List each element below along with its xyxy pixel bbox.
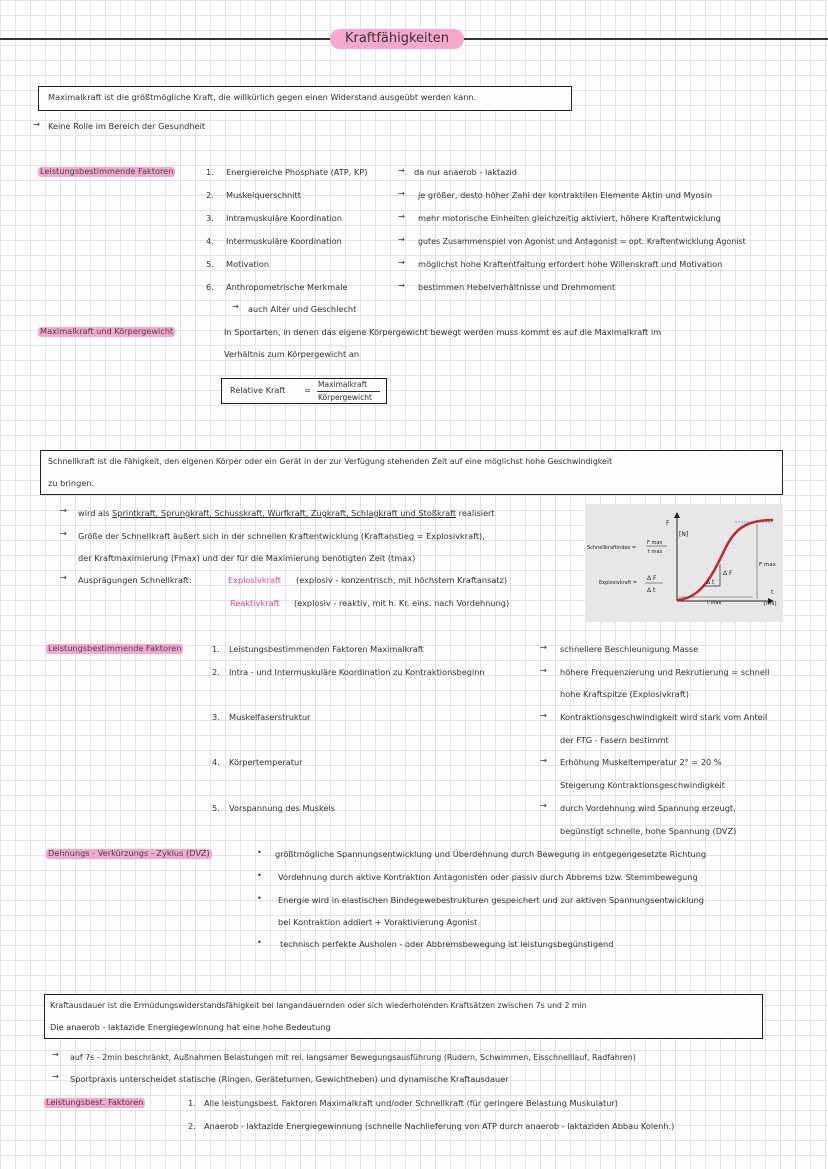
formula-equals: =	[304, 385, 311, 395]
fraction-line	[317, 391, 380, 392]
dvz-item: bei Kontraktion addiert + Voraktivierung Agonist	[278, 917, 478, 927]
schnellkraft-bullet-2-line-2: der Kraftmaximierung (Fmax) und der für die Maximierung benötigten Zeit (tmax)	[78, 553, 416, 563]
faktor-name: Muskelfaserstruktur	[229, 712, 311, 722]
arrow-icon: →	[540, 755, 547, 765]
schnellkraft-bullet-1	[78, 509, 495, 519]
title-rule-right	[462, 38, 828, 40]
faktor-name: Intramuskuläre Koordination	[226, 213, 342, 223]
kraftausdauer-definition-2: Die anaerob - laktazide Energiegewinnung hat eine hohe Bedeutung	[50, 1022, 331, 1032]
arrow-icon: →	[398, 234, 405, 244]
arrow-icon: →	[232, 301, 239, 311]
index-label: Schnellkraftindex =	[587, 545, 637, 551]
formula-denominator: Körpergewicht	[318, 393, 372, 402]
dvz-item: größtmögliche Spannungsentwicklung und Überdehnung durch Bewegung in entgegengesetzte Richtung	[275, 849, 707, 859]
dvz-label: Dehnungs - Verkürzungs - Zyklus (DVZ)	[48, 848, 210, 858]
faktor-desc-1: höhere Frequenzierung und Rekrutierung = schnell	[560, 667, 770, 677]
arrow-icon: →	[540, 710, 547, 720]
faktor-desc-2: hohe Kraftspitze (Explosivkraft)	[560, 689, 689, 699]
faktor-name: Vorspannung des Muskels	[229, 803, 336, 813]
arrow-icon: →	[52, 1071, 59, 1081]
maximalkraft-note: Keine Rolle im Bereich der Gesundheit	[48, 121, 206, 131]
arrow-icon: →	[60, 505, 67, 515]
maximalkraft-faktoren-label: Leistungsbestimmende Faktoren	[40, 166, 174, 176]
dvz-item: technisch perfekte Ausholen - oder Abbremsbewegung ist leistungsbegünstigend	[280, 939, 614, 949]
faktor-num: 2.	[188, 1121, 196, 1131]
b1-pre: wird als	[78, 508, 110, 518]
reaktivkraft-term: Reaktivkraft	[230, 598, 280, 608]
faktor-num: 5.	[206, 259, 214, 269]
faktor-desc: bestimmen Hebelverhältnisse und Drehmoment	[418, 282, 616, 292]
koerpergewicht-text-1: In Sportarten, in denen das eigene Körpergewicht bewegt werden muss kommt es auf die Maximalkraft im	[224, 327, 662, 337]
title-rule-left	[0, 38, 338, 40]
faktor-desc-2: der FTG - Fasern bestimmt	[560, 735, 669, 745]
explosiv-num: Δ F	[647, 575, 657, 582]
faktor-desc: je größer, desto höher Zahl der kontraktilen Elemente Aktin und Myosin	[418, 190, 713, 200]
bullet-icon: •	[257, 847, 262, 857]
arrow-icon: →	[52, 1049, 59, 1059]
index-num: F max	[647, 540, 663, 546]
schnellkraft-bullet-2-line-1: Größe der Schnellkraft äußert sich in der schnellen Kraftentwicklung (Kraftanstieg = Explosivkraft),	[78, 531, 485, 541]
y-axis-arrow	[674, 512, 680, 518]
faktor-name: Körpertemperatur	[229, 757, 303, 767]
delta-f-label: Δ F	[723, 570, 733, 577]
explosivkraft-desc: (explosiv - konzentrisch, mit höchstem Kraftansatz)	[296, 575, 508, 585]
faktor-num: 4.	[206, 236, 214, 246]
bullet-icon: •	[257, 937, 262, 947]
dvz-item: Energie wird in elastischen Bindegewebestrukturen gespeichert und zur aktiven Spannungsentwicklung	[278, 895, 704, 905]
reaktivkraft-desc: (explosiv - reaktiv, mit h. Kr. eins. nach Vordehnung)	[294, 598, 510, 608]
explosiv-label: Explosivkraft =	[599, 580, 638, 586]
index-den: t max	[648, 549, 663, 555]
faktor-num: 4.	[212, 757, 220, 767]
faktor-name: Intermuskuläre Koordination	[226, 236, 342, 246]
arrow-icon: →	[33, 119, 40, 129]
formula-label: Relative Kraft	[230, 385, 286, 395]
faktor-name: Motivation	[226, 259, 270, 269]
auspraegungen-label: Ausprägungen Schnellkraft:	[78, 575, 192, 585]
bullet-icon: •	[257, 870, 262, 880]
faktor-num: 1.	[212, 644, 220, 654]
faktor-text: Alle leistungsbest. Faktoren Maximalkraft und/oder Schnellkraft (für geringere Belastung Muskulatur)	[204, 1098, 618, 1108]
explosivkraft-term: Explosivkraft	[228, 575, 281, 585]
faktor-desc-1: Erhöhung Muskeltemperatur 2° = 20 %	[560, 757, 722, 767]
arrow-icon: →	[540, 665, 547, 675]
faktor-num: 6.	[206, 282, 214, 292]
page-title	[330, 29, 464, 49]
arrow-icon: →	[398, 165, 405, 175]
faktor-name: Leistungsbestimmenden Faktoren Maximalkraft	[229, 644, 424, 654]
arrow-icon: →	[540, 800, 547, 810]
faktor-num: 3.	[212, 712, 220, 722]
kraftausdauer-faktoren-label: Leistungsbest. Faktoren	[46, 1097, 144, 1107]
faktor-num: 5.	[212, 803, 220, 813]
koerpergewicht-label: Maximalkraft und Körpergewicht	[40, 326, 174, 336]
kraftausdauer-definition-1: Kraftausdauer ist die Ermüdungswiderstandsfähigkeit bei langandauernden oder sich wiederholenden Kraftsätzen zwischen 7s und 2 min	[50, 1001, 587, 1010]
b1-post: realisiert	[458, 508, 495, 518]
faktor-name: Muskelquerschnitt	[226, 190, 301, 200]
schnellkraft-diagram	[585, 504, 783, 622]
faktor-desc-2: Steigerung Kontraktionsgeschwindigkeit	[560, 780, 725, 790]
kraftausdauer-bullet-2: Sportpraxis unterscheidet statische (Ringen, Geräteturnen, Gewichtheben) und dynamische Kraftausdauer	[70, 1074, 509, 1084]
faktor-desc-1: durch Vordehnung wird Spannung erzeugt,	[560, 803, 736, 813]
maximalkraft-extra: auch Alter und Geschlecht	[248, 304, 357, 314]
arrow-icon: →	[60, 528, 67, 538]
faktor-name: Energiereiche Phosphate (ATP, KP)	[226, 167, 368, 177]
faktor-desc: möglichst hohe Kraftentfaltung erfordert hohe Willenskraft und Motivation	[418, 259, 723, 269]
dvz-item: Vordehnung durch aktive Kontraktion Antagonisten oder passiv durch Abbrems bzw. Stemmbewegung	[278, 872, 698, 882]
b1-terms: Sprintkraft, Sprungkraft, Schusskraft, Wurfkraft, Zugkraft, Schlagkraft und Stoßkraft	[112, 508, 457, 518]
unit-x-label: [ms]	[764, 601, 777, 607]
force-curve	[677, 520, 773, 600]
arrow-icon: →	[398, 211, 405, 221]
arrow-icon: →	[398, 280, 405, 290]
page-title-text: Kraftfähigkeiten	[345, 31, 449, 46]
faktor-desc-1: Kontraktionsgeschwindigkeit wird stark vom Anteil	[560, 712, 768, 722]
faktor-desc: da nur anaerob - laktazid	[414, 167, 518, 177]
schnellkraft-definition-1: Schnellkraft ist die Fähigkeit, den eigenen Körper oder ein Gerät in der zur Verfügung stehenden Zeit auf eine möglichst hohe Geschwindigkeit	[48, 457, 613, 466]
faktor-num: 1.	[206, 167, 214, 177]
formula-numerator: Maximalkraft	[318, 380, 368, 389]
faktor-desc: mehr motorische Einheiten gleichzeitig aktiviert, höhere Kraftentwicklung	[418, 213, 721, 223]
faktor-desc: gutes Zusammenspiel von Agonist und Antagonist = opt. Kraftentwicklung Agonist	[418, 237, 746, 246]
delta-t-label: Δ t	[706, 579, 715, 586]
schnellkraft-faktoren-label: Leistungsbestimmende Faktoren	[48, 643, 182, 653]
faktor-name: Anthropometrische Merkmale	[226, 282, 348, 292]
diagram-svg	[585, 504, 783, 622]
arrow-icon: →	[398, 188, 405, 198]
faktor-num: 2.	[212, 667, 220, 677]
explosiv-den: Δ t	[647, 587, 656, 594]
faktor-desc-2: begünstigt schnelle, hohe Spannung (DVZ)	[560, 826, 737, 836]
kraftausdauer-bullet-1: auf 7s - 2min beschränkt, Außnahmen Belastungen mit rel. langsamer Bewegungsausführung (Rudern, Schwimmen, Eisschnelllauf, Radfahren)	[70, 1053, 636, 1062]
faktor-num: 2.	[206, 190, 214, 200]
arrow-icon: →	[60, 572, 67, 582]
faktor-num: 3.	[206, 213, 214, 223]
bullet-icon: •	[257, 893, 262, 903]
faktor-text: Anaerob - laktazide Energiegewinnung (schnelle Nachlieferung von ATP durch anaerob - laktaziden Abbau Kolenh.)	[204, 1121, 675, 1131]
koerpergewicht-text-2: Verhältnis zum Körpergewicht an	[224, 349, 360, 359]
unit-y-label: [N]	[679, 531, 689, 538]
faktor-desc-1: schnellere Beschleunigung Masse	[560, 644, 699, 654]
axis-t-label: t	[771, 589, 774, 596]
faktor-num: 1.	[188, 1098, 196, 1108]
fmax-label: F max	[759, 562, 776, 568]
arrow-icon: →	[398, 257, 405, 267]
tmax-label: t max	[707, 600, 722, 606]
axis-f-label: F	[666, 520, 670, 527]
maximalkraft-definition: Maximalkraft ist die größtmögliche Kraft, die willkürlich gegen einen Widerstand ausgeübt werden kann.	[48, 92, 477, 102]
schnellkraft-definition-2: zu bringen.	[48, 478, 95, 488]
arrow-icon: →	[540, 642, 547, 652]
faktor-name: Intra - und Intermuskuläre Koordination zu Kontraktionsbeginn	[229, 667, 485, 677]
